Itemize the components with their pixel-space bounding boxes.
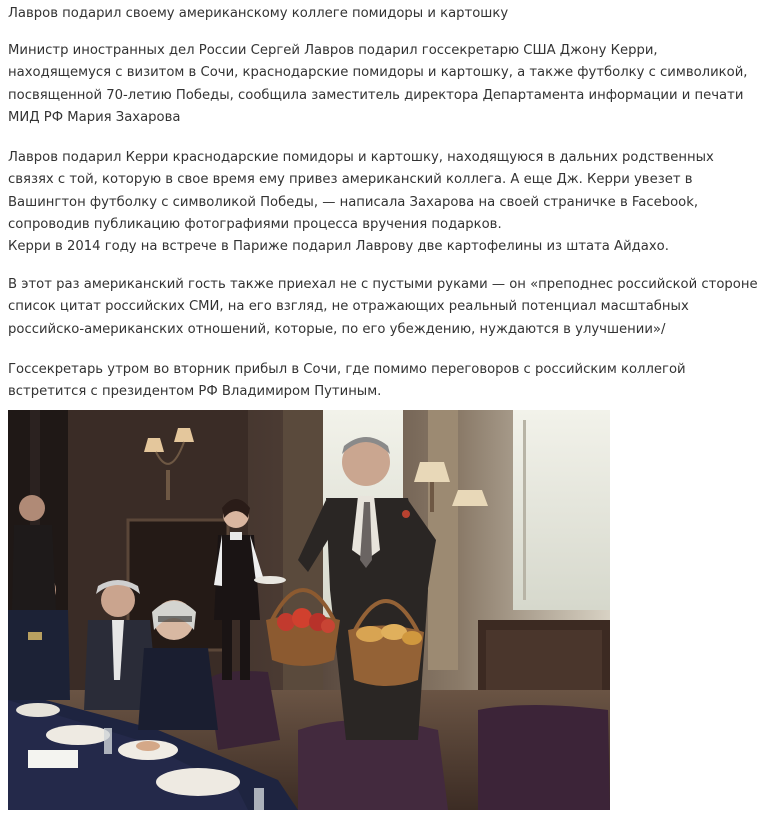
paragraph-line: Керри в 2014 году на встрече в Париже подарил Лаврову две картофелины из штата Айдахо. [8, 239, 669, 255]
plate [46, 725, 110, 745]
article-headline: Лавров подарил своему американскому коллеге помидоры и картошку [8, 6, 509, 21]
window [513, 410, 610, 610]
paragraph-line: Госсекретарь утром во вторник прибыл в Сочи, где помимо переговоров с российским коллегой [8, 362, 686, 377]
article-paragraph [8, 147, 714, 258]
paragraph-line: Министр иностранных дел России Сергей Лавров подарил госсекретарю США Джону Керри, [8, 43, 658, 58]
paragraph-line: встретится с президентом РФ Владимиром Путиным. [8, 384, 382, 400]
paragraph-line: находящемуся с визитом в Сочи, краснодарские помидоры и картошку, а также футболку с символикой, [8, 65, 748, 81]
name-card [28, 750, 78, 768]
paragraph-line: список цитат российских СМИ, на его взгляд, не отражающих реальный потенциал масштабных [8, 299, 689, 315]
paragraph-line: В этот раз американский гость также приехал не с пустыми руками — он «преподнес российской стороне [8, 277, 758, 292]
article-photo [8, 410, 610, 810]
article-paragraph [8, 274, 758, 341]
paragraph-line: Лавров подарил Керри краснодарские помидоры и картошку, находящуюся в дальних родственных [8, 150, 714, 165]
armchair [208, 671, 280, 750]
article-paragraph [8, 40, 748, 129]
paragraph-line: российско-американских отношений, которые, по его убеждению, нуждаются в улучшении»/ [8, 321, 666, 337]
glass [104, 728, 112, 754]
article-paragraph [8, 359, 686, 404]
paragraph-line: МИД РФ Мария Захарова [8, 109, 181, 125]
paragraph-line: связях с той, которую в свое время ему привез американский коллега. А еще Дж. Керри увезет в [8, 172, 693, 188]
paragraph-line: Вашингтон футболку с символикой Победы, — написала Захарова на своей страничке в Facebook, [8, 194, 699, 210]
armchair [478, 705, 610, 810]
paragraph-line: посвященной 70-летию Победы, сообщила заместитель директора Департамента информации и печати [8, 87, 744, 103]
glass [254, 788, 264, 810]
paragraph-line: сопроводив публикацию фотографиями процесса вручения подарков. [8, 216, 502, 232]
plate [156, 768, 240, 796]
